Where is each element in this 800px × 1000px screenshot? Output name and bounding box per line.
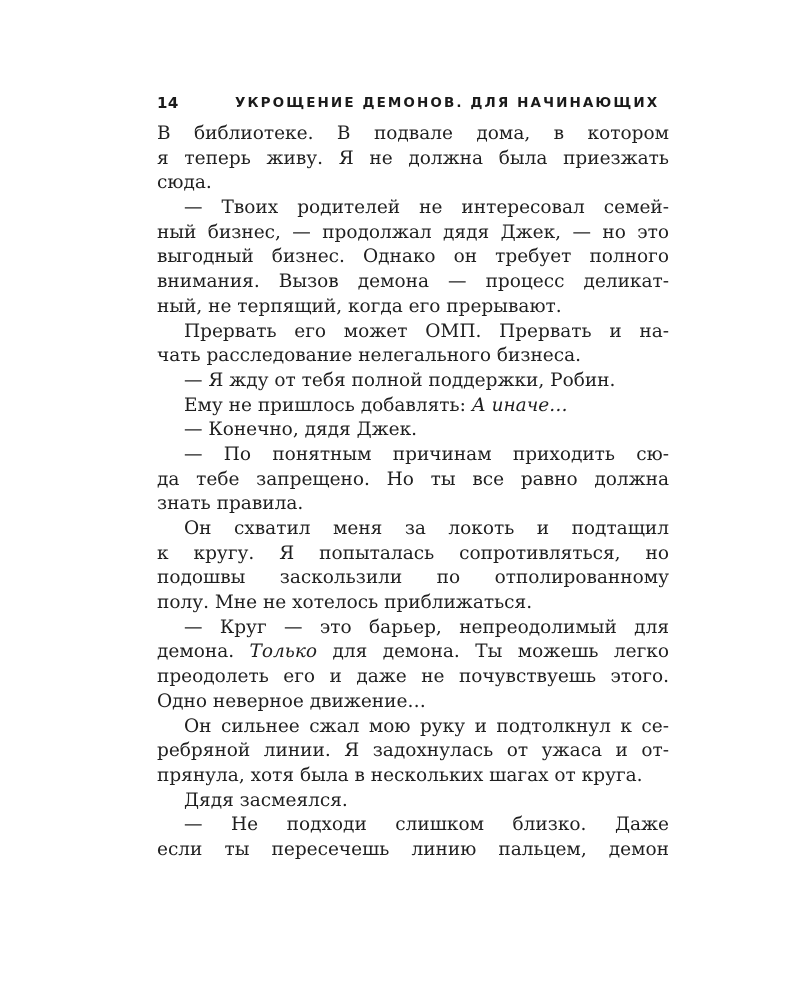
running-title: УКРОЩЕНИЕ ДЕМОНОВ. ДЛЯ НАЧИНАЮЩИХ [235, 95, 660, 111]
text-line: — Не подходи слишком близко. Даже [184, 814, 669, 836]
text-line: Дядя засмеялся. [184, 789, 348, 811]
text-line: выгодный бизнес. Однако он требует полного [157, 246, 669, 268]
text-line: — По понятным причинам приходить сю- [184, 443, 669, 465]
text-segment: демона. [157, 641, 250, 663]
text-line [157, 394, 669, 419]
text-line: Одно неверное движение… [157, 690, 426, 712]
text-line: внимания. Вызов демона — процесс деликат- [157, 271, 669, 293]
text-line: чать расследование нелегального бизнеса. [157, 345, 582, 367]
running-head [157, 94, 669, 116]
text-line: если ты пересечешь линию пальцем, демон [157, 838, 669, 860]
text-line: Он схватил меня за локоть и подтащил [184, 518, 669, 539]
text-line: Он сильнее сжал мою руку и подтолкнул к се- [184, 715, 669, 737]
text-line: прянула, хотя была в нескольких шагах от круга. [157, 764, 643, 786]
text-line: — Круг — это барьер, непреодолимый для [184, 616, 669, 638]
text-line: знать правила. [157, 493, 304, 515]
italic-text: Только [249, 641, 318, 663]
text-line: подошвы заскользили по отполированному [157, 567, 669, 589]
body-text [157, 122, 669, 863]
text-line: сюда. [157, 172, 212, 194]
text-line: — Я жду от тебя полной поддержки, Робин. [184, 369, 616, 391]
text-line: да тебе запрещено. Но ты все равно должна [157, 468, 669, 490]
text-line: Прервать его может ОМП. Прервать и на- [184, 320, 669, 342]
text-line: полу. Мне не хотелось приближаться. [157, 592, 533, 614]
text-line: В библиотеке. В подвале дома, в котором [157, 123, 669, 144]
page-number: 14 [157, 94, 179, 112]
text-segment: для демона. Ты можешь легко [317, 641, 669, 663]
text-line: ребряной линии. Я задохнулась от ужаса и от- [157, 740, 669, 762]
text-line: — Конечно, дядя Джек. [184, 419, 418, 441]
text-line: — Твоих родителей не интересовал семей- [184, 197, 669, 219]
text-line: к кругу. Я попыталась сопротивляться, но [157, 542, 669, 564]
text-line: ный бизнес, — продолжал дядя Джек, — но это [157, 221, 669, 243]
text-segment: Ему не пришлось добавлять: [184, 394, 472, 416]
text-line: ный, не терпящий, когда его прерывают. [157, 295, 562, 317]
italic-text: А иначе… [471, 394, 568, 416]
text-line: я теперь живу. Я не должна была приезжать [157, 147, 669, 169]
text-line: преодолеть его и даже не почувствуешь этого. [157, 666, 669, 688]
text-line [157, 640, 669, 665]
